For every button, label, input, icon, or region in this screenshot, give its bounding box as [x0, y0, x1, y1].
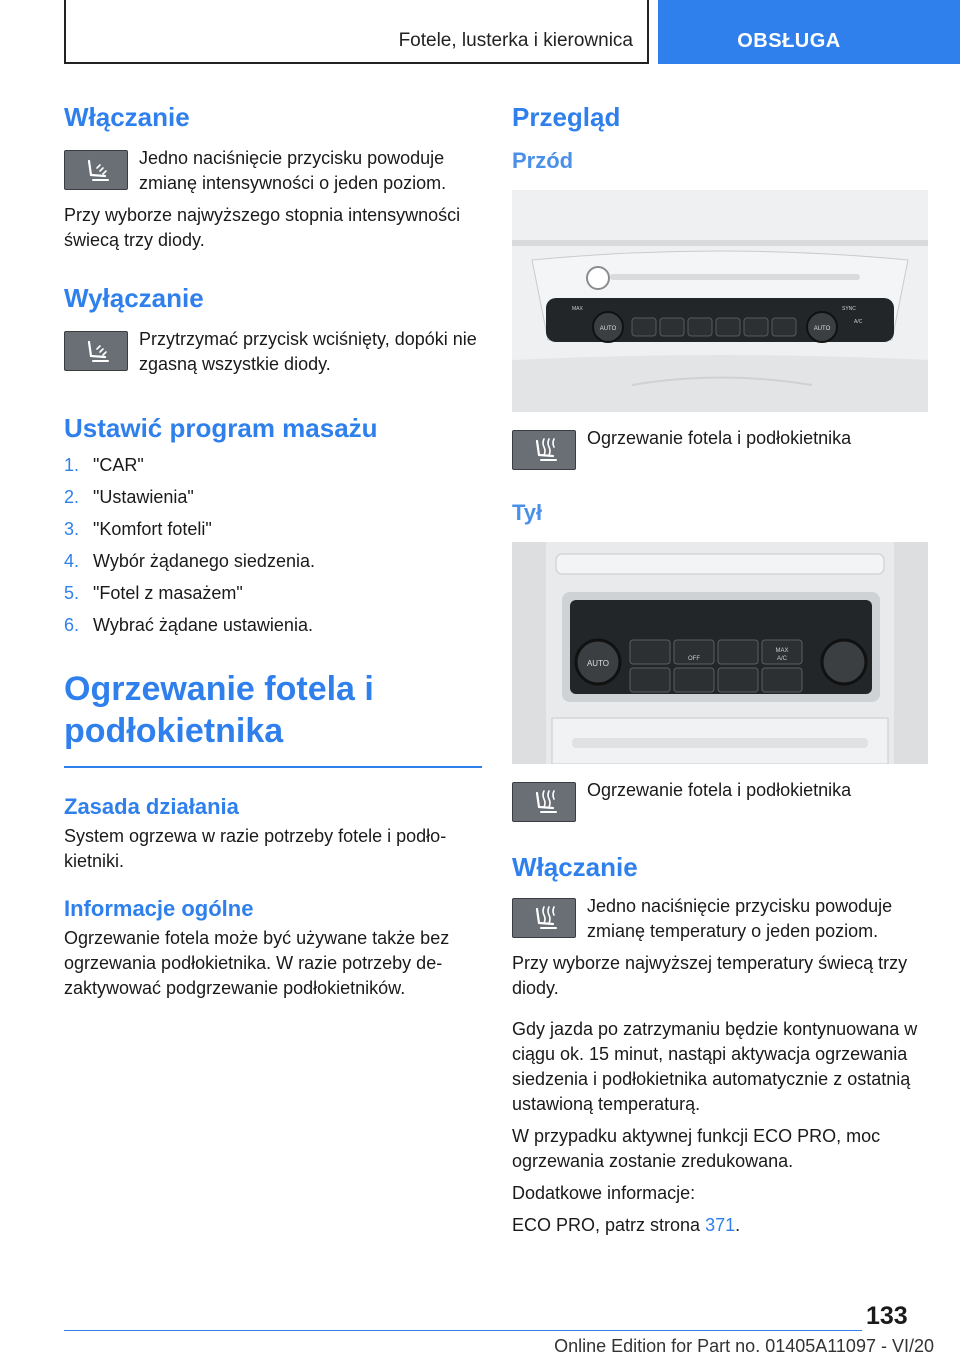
heading-on: Włączanie	[64, 102, 190, 132]
section-tab-label: OBSŁUGA	[737, 30, 841, 52]
front-climate-panel-image	[512, 190, 928, 412]
heading-general: Informacje ogólne	[64, 896, 254, 921]
heading-off: Wyłączanie	[64, 283, 204, 313]
left-column	[64, 100, 482, 1001]
list-item: 2. "Ustawienia"	[64, 487, 194, 507]
paragraph-temperature: Przy wyborze najwyższej temperatury świecą trzy diody.	[512, 953, 908, 998]
heading-heater-on: Włączanie	[512, 852, 638, 882]
rear-climate-panel-image	[512, 542, 928, 764]
heater-on-text: Jedno naciśnięcie przycisku powoduje zmianę temperatury o jeden poziom.	[587, 896, 893, 941]
heading-principle: Zasada działania	[64, 794, 239, 819]
paragraph-principle: System ogrzewa w razie potrzeby fotele i podłokietniki.	[64, 826, 447, 871]
right-column	[512, 100, 932, 1238]
paragraph-resume: Gdy jazda po zatrzymaniu będzie kontynuowana w ciągu ok. 15 minut, nastąpi aktywacja ogrzewania siedzenia i podłokietnika automatycznie z ostatnią ustawioną temperaturą.	[512, 1019, 918, 1114]
paragraph-eco: W przypadku aktywnej funkcji ECO PRO, moc ogrzewania zostanie zredukowana.	[512, 1126, 881, 1171]
front-heater-row	[512, 426, 932, 470]
footer-divider	[64, 1330, 862, 1331]
list-item: 1. "CAR"	[64, 455, 144, 475]
rear-heater-caption: Ogrzewanie fotela i podłokietnika	[587, 780, 852, 800]
seat-ventilation-on-row	[64, 146, 482, 196]
seat-ventilation-off-text: Przytrzymać przycisk wciśnięty, dopóki nie zgasną wszystkie diody.	[139, 329, 477, 374]
svg-text:AUTO: AUTO	[813, 326, 831, 332]
seat-heater-button-icon	[512, 782, 576, 822]
seat-heater-button-icon	[512, 430, 576, 470]
list-item: 6. Wybrać żądane ustawienia.	[64, 615, 313, 635]
front-heater-caption: Ogrzewanie fotela i podłokietnika	[587, 428, 852, 448]
svg-text:SYNC: SYNC	[842, 306, 856, 312]
list-item: 5. "Fotel z masażem"	[64, 583, 243, 603]
heading-rear: Tył	[512, 500, 543, 525]
seat-heater-button-icon	[512, 898, 576, 938]
page-reference-link[interactable]: 371	[705, 1215, 736, 1235]
page-number: 133	[866, 1302, 908, 1330]
svg-text:A/C: A/C	[854, 319, 863, 325]
paragraph-intensity: Przy wyborze najwyższego stopnia intensywności świecą trzy diody.	[64, 205, 461, 250]
paragraph-general: Ogrzewanie fotela może być używane także bez ogrzewania podłokietnika. W razie potrzeby dezaktywować podgrzewanie podłokietników.	[64, 928, 450, 998]
svg-text:AUTO: AUTO	[586, 659, 610, 668]
paragraph-reference: ECO PRO, patrz strona 371.	[512, 1215, 741, 1235]
seat-ventilation-on-text: Jedno naciśnięcie przycisku powoduje zmianę intensywności o jeden poziom.	[139, 148, 447, 193]
seat-ventilation-button-icon	[64, 150, 128, 190]
section-title: Ogrzewanie fotela i podłokietnika	[64, 670, 374, 750]
chapter-title: Fotele, lusterka i kierownica	[398, 30, 633, 51]
section-tab[interactable]	[658, 0, 960, 64]
heading-massage: Ustawić program masażu	[64, 413, 378, 443]
seat-ventilation-button-icon	[64, 331, 128, 371]
list-item: 4. Wybór żądanego siedzenia.	[64, 551, 315, 571]
footer-edition: Online Edition for Part no. 01405A11097 - VI/20	[554, 1336, 934, 1356]
section-divider	[64, 766, 482, 768]
list-item: 3. "Komfort foteli"	[64, 519, 212, 539]
rear-heater-row	[512, 778, 932, 822]
paragraph-more-info: Dodatkowe informacje:	[512, 1183, 696, 1203]
svg-text:AUTO: AUTO	[599, 326, 617, 332]
heater-on-row	[512, 894, 932, 944]
svg-text:MAX: MAX	[775, 648, 789, 654]
svg-text:OFF: OFF	[688, 656, 700, 662]
seat-ventilation-off-row	[64, 327, 482, 377]
svg-text:A/C: A/C	[776, 656, 788, 662]
heading-overview: Przegląd	[512, 102, 621, 132]
heading-front: Przód	[512, 148, 574, 173]
svg-text:MAX: MAX	[572, 306, 583, 312]
massage-steps-list	[64, 453, 482, 638]
header-box	[64, 0, 649, 64]
